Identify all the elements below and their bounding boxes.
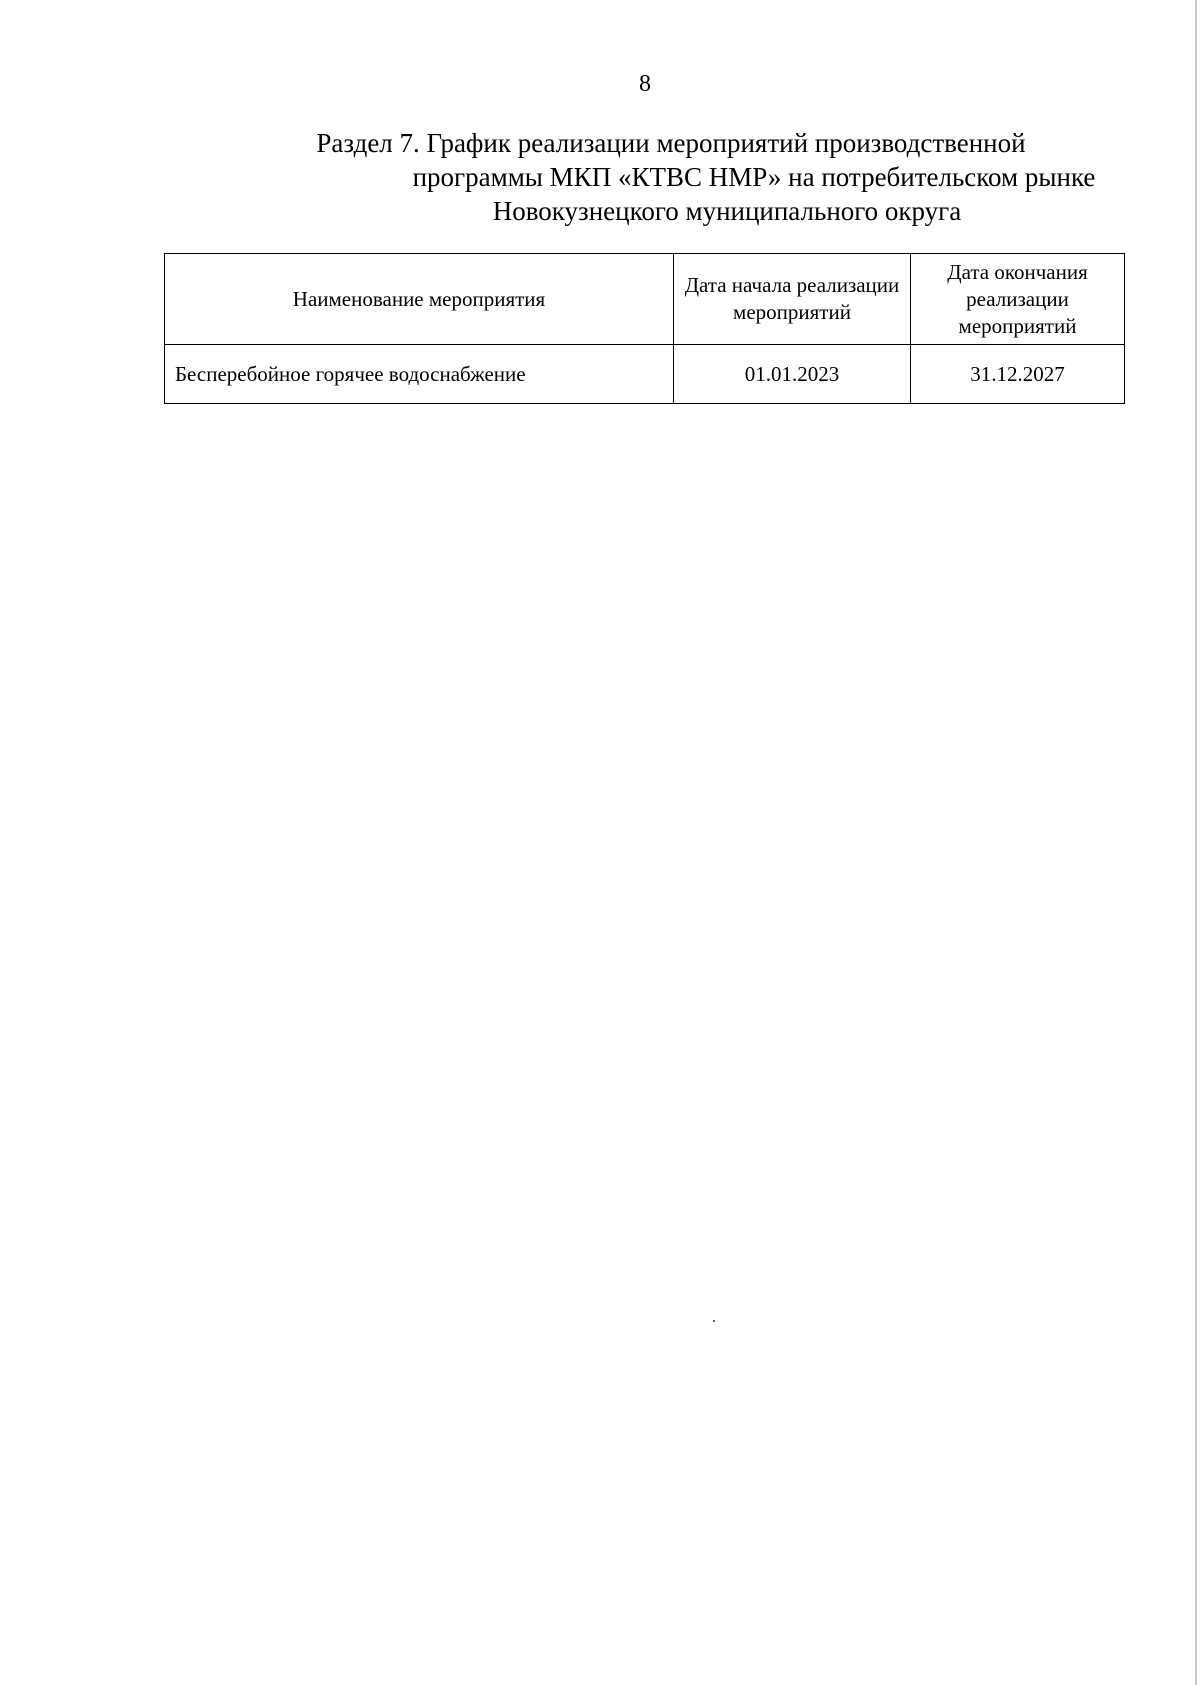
table-row [165, 345, 1125, 404]
header-end-date: Дата окончания реализации мероприятий [911, 254, 1125, 345]
scan-speck [713, 1320, 715, 1322]
section-title-line-3: Новокузнецкого муниципального округа [492, 196, 962, 226]
header-start-date: Дата начала реализации мероприятий [674, 254, 911, 345]
section-title [160, 126, 1200, 228]
page-number: 8 [639, 71, 651, 97]
event-name-cell: Бесперебойное горячее водоснабжение [165, 345, 674, 404]
header-event-name: Наименование мероприятия [165, 254, 674, 345]
schedule-table [164, 253, 1125, 404]
table-header-row [165, 254, 1125, 345]
section-title-line-1: Раздел 7. График реализации мероприятий производственной [316, 128, 1026, 158]
section-title-line-2: программы МКП «КТВС НМР» на потребительском рынке [412, 162, 1096, 192]
page-edge [1195, 0, 1197, 1685]
start-date-cell: 01.01.2023 [674, 345, 911, 404]
end-date-cell: 31.12.2027 [911, 345, 1125, 404]
